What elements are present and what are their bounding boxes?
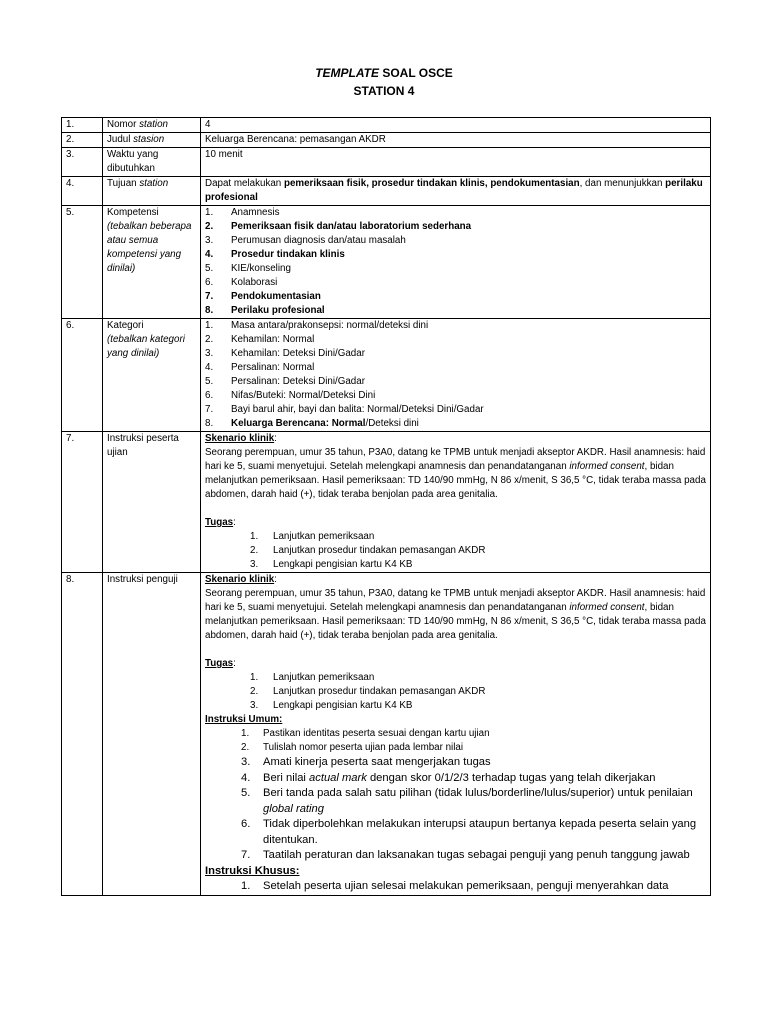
list-item: 4. Prosedur tindakan klinis	[205, 249, 345, 260]
table-row: 3. Waktu yang dibutuhkan 10 menit	[62, 148, 711, 177]
list-item: 6. Nifas/Buteki: Normal/Deteksi Dini	[205, 390, 376, 401]
list-item: 4. Beri nilai actual mark dengan skor 0/1/2/3 terhadap tugas yang telah dikerjakan	[241, 771, 656, 784]
list-item: 2. Tulislah nomor peserta ujian pada lembar nilai	[241, 742, 464, 753]
list-item: 7. Bayi barul ahir, bayi dan balita: Normal/Deteksi Dini/Gadar	[205, 404, 484, 415]
list-item: 1. Lanjutkan pemeriksaan	[250, 672, 375, 683]
list-item: 4. Persalinan: Normal	[205, 362, 315, 373]
list-item: 2. Pemeriksaan fisik dan/atau laboratorium sederhana	[205, 221, 472, 232]
scenario-text: Seorang perempuan, umur 35 tahun, P3A0, datang ke TPMB untuk menjadi akseptor AKDR. Hasil anamnesis: haid hari ke 5, suami menyetujui. Setelah melengkapi anamnesis dan penandatanganan informed consent, bidan melanjutkan pemeriksaan. Hasil pemeriksaan: TD 140/90 mmHg, N 86 x/menit, S 36,5 °C, tidak teraba massa pada abdomen, darah haid (+), tidak teraba benjolan pada area genitalia.	[205, 588, 706, 641]
category-list	[205, 319, 706, 431]
list-item: 2. Lanjutkan prosedur tindakan pemasangan AKDR	[250, 545, 486, 556]
general-instruction-list	[205, 727, 706, 864]
document-title: TEMPLATE SOAL OSCE	[315, 66, 453, 80]
list-item: 1. Setelah peserta ujian selesai melakukan pemeriksaan, penguji menyerahkan data	[241, 880, 669, 892]
task-list	[205, 671, 706, 713]
scenario-heading: Skenario klinik	[205, 574, 275, 585]
list-item: 6. Tidak diperbolehkan melakukan interupsi ataupun bertanya kepada peserta selain yang ditentukan.	[241, 818, 697, 846]
list-item: 8. Perilaku profesional	[205, 305, 325, 316]
instruksi-umum-heading: Instruksi Umum:	[205, 714, 283, 725]
list-item: 3. Amati kinerja peserta saat mengerjakan tugas	[241, 756, 491, 768]
list-item: 3. Kehamilan: Deteksi Dini/Gadar	[205, 348, 365, 359]
osce-table	[61, 117, 711, 896]
list-item: 1. Masa antara/prakonsepsi: normal/deteksi dini	[205, 320, 429, 331]
table-row: 6. Kategori (tebalkan kategori yang dinilai) 1. Masa antara/prakonsepsi: normal/deteksi dini 2. Kehamilan: Normal 3. Kehamilan: Deteksi Dini/Gadar 4. Persalinan: Normal 5. Persalinan: Deteksi Dini/Gadar 6. Nifas/Buteki: Normal/Deteksi Dini 7. Bayi barul ahir, bayi dan balita: Normal/Deteksi Dini/Gadar 8. Keluarga Berencana: Normal/Deteksi dini	[62, 319, 711, 432]
special-instruction-list	[205, 879, 706, 895]
list-item: 1. Pastikan identitas peserta sesuai dengan kartu ujian	[241, 728, 490, 739]
list-item: 8. Keluarga Berencana: Normal/Deteksi dini	[205, 418, 419, 429]
table-row: 8. Instruksi penguji Skenario klinik: Seorang perempuan, umur 35 tahun, P3A0, datang ke TPMB untuk menjadi akseptor AKDR. Hasil anamnesis: haid hari ke 5, suami menyetujui. Setelah melengkapi anamnesis dan penandatanganan informed consent, bidan melanjutkan pemeriksaan. Hasil pemeriksaan: TD 140/90 mmHg, N 86 x/menit, S 36,5 °C, tidak teraba massa pada abdomen, darah haid (+), tidak teraba benjolan pada area genitalia. Tugas: 1. Lanjutkan pemeriksaan 2. Lanjutkan prosedur tindakan pemasangan AKDR 3. Lengkapi pengisian kartu K4 KB Instruksi Umum: 1. Pastikan identitas peserta sesuai dengan kartu ujian 2. Tulislah nomor peserta ujian pada lembar nilai 3. Amati kinerja peserta saat mengerjakan tugas 4. Beri nilai actual mark dengan skor 0/1/2/3 terhadap tugas yang telah dikerjakan 5. Beri tanda pada salah satu pilihan (tidak lulus/borderline/lulus/superior) untuk penilaian global rating 6. Tidak diperbolehkan melakukan interupsi ataupun bertanya kepada peserta selain yang ditentukan. 7. Taatilah peraturan dan laksanakan tugas sebagai penguji yang penuh tanggung jawab Instruksi Khusus: 1. Setelah peserta ujian selesai melakukan pemeriksaan, penguji menyerahkan data	[62, 573, 711, 896]
table-row: 7. Instruksi peserta ujian Skenario klinik: Seorang perempuan, umur 35 tahun, P3A0, datang ke TPMB untuk menjadi akseptor AKDR. Hasil anamnesis: haid hari ke 5, suami menyetujui. Setelah melengkapi anamnesis dan penandatanganan informed consent, bidan melanjutkan pemeriksaan. Hasil pemeriksaan: TD 140/90 mmHg, N 86 x/menit, S 36,5 °C, tidak teraba massa pada abdomen, darah haid (+), tidak teraba benjolan pada area genitalia. Tugas: 1. Lanjutkan pemeriksaan 2. Lanjutkan prosedur tindakan pemasangan AKDR 3. Lengkapi pengisian kartu K4 KB	[62, 432, 711, 573]
list-item: 1. Anamnesis	[205, 207, 280, 218]
scenario-text: Seorang perempuan, umur 35 tahun, P3A0, datang ke TPMB untuk menjadi akseptor AKDR. Hasil anamnesis: haid hari ke 5, suami menyetujui. Setelah melengkapi anamnesis dan penandatanganan informed consent, bidan melanjutkan pemeriksaan. Hasil pemeriksaan: TD 140/90 mmHg, N 86 x/menit, S 36,5 °C, tidak teraba massa pada abdomen, darah haid (+), tidak teraba benjolan pada area genitalia.	[205, 447, 706, 500]
station-title: STATION 4	[353, 84, 415, 98]
list-item: 6. Kolaborasi	[205, 277, 278, 288]
scenario-heading: Skenario klinik	[205, 433, 275, 444]
list-item: 5. Beri tanda pada salah satu pilihan (tidak lulus/borderline/lulus/superior) untuk penilaian global rating	[241, 787, 693, 815]
tugas-heading: Tugas	[205, 517, 234, 528]
table-row: 4. Tujuan station Dapat melakukan pemeriksaan fisik, prosedur tindakan klinis, pendokumentasian, dan menunjukkan perilaku profesional	[62, 177, 711, 206]
list-item: 3. Lengkapi pengisian kartu K4 KB	[250, 700, 413, 711]
list-item: 3. Perumusan diagnosis dan/atau masalah	[205, 235, 406, 246]
table-row: 2. Judul stasion Keluarga Berencana: pemasangan AKDR	[62, 133, 711, 148]
list-item: 2. Lanjutkan prosedur tindakan pemasangan AKDR	[250, 686, 486, 697]
competency-list	[205, 206, 706, 318]
list-item: 5. Persalinan: Deteksi Dini/Gadar	[205, 376, 365, 387]
list-item: 5. KIE/konseling	[205, 263, 291, 274]
task-list	[205, 530, 706, 572]
list-item: 3. Lengkapi pengisian kartu K4 KB	[250, 559, 413, 570]
list-item: 1. Lanjutkan pemeriksaan	[250, 531, 375, 542]
table-row: 1. Nomor station 4	[62, 118, 711, 133]
instruksi-khusus-heading: Instruksi Khusus:	[205, 864, 300, 877]
list-item: 7. Taatilah peraturan dan laksanakan tugas sebagai penguji yang penuh tanggung jawab	[241, 849, 690, 861]
tugas-heading: Tugas	[205, 658, 234, 669]
list-item: 2. Kehamilan: Normal	[205, 334, 315, 345]
table-row: 5. Kompetensi (tebalkan beberapa atau semua kompetensi yang dinilai) 1. Anamnesis 2. Pemeriksaan fisik dan/atau laboratorium sederhana 3. Perumusan diagnosis dan/atau masalah 4. Prosedur tindakan klinis 5. KIE/konseling 6. Kolaborasi 7. Pendokumentasian 8. Perilaku profesional	[62, 206, 711, 319]
list-item: 7. Pendokumentasian	[205, 291, 321, 302]
